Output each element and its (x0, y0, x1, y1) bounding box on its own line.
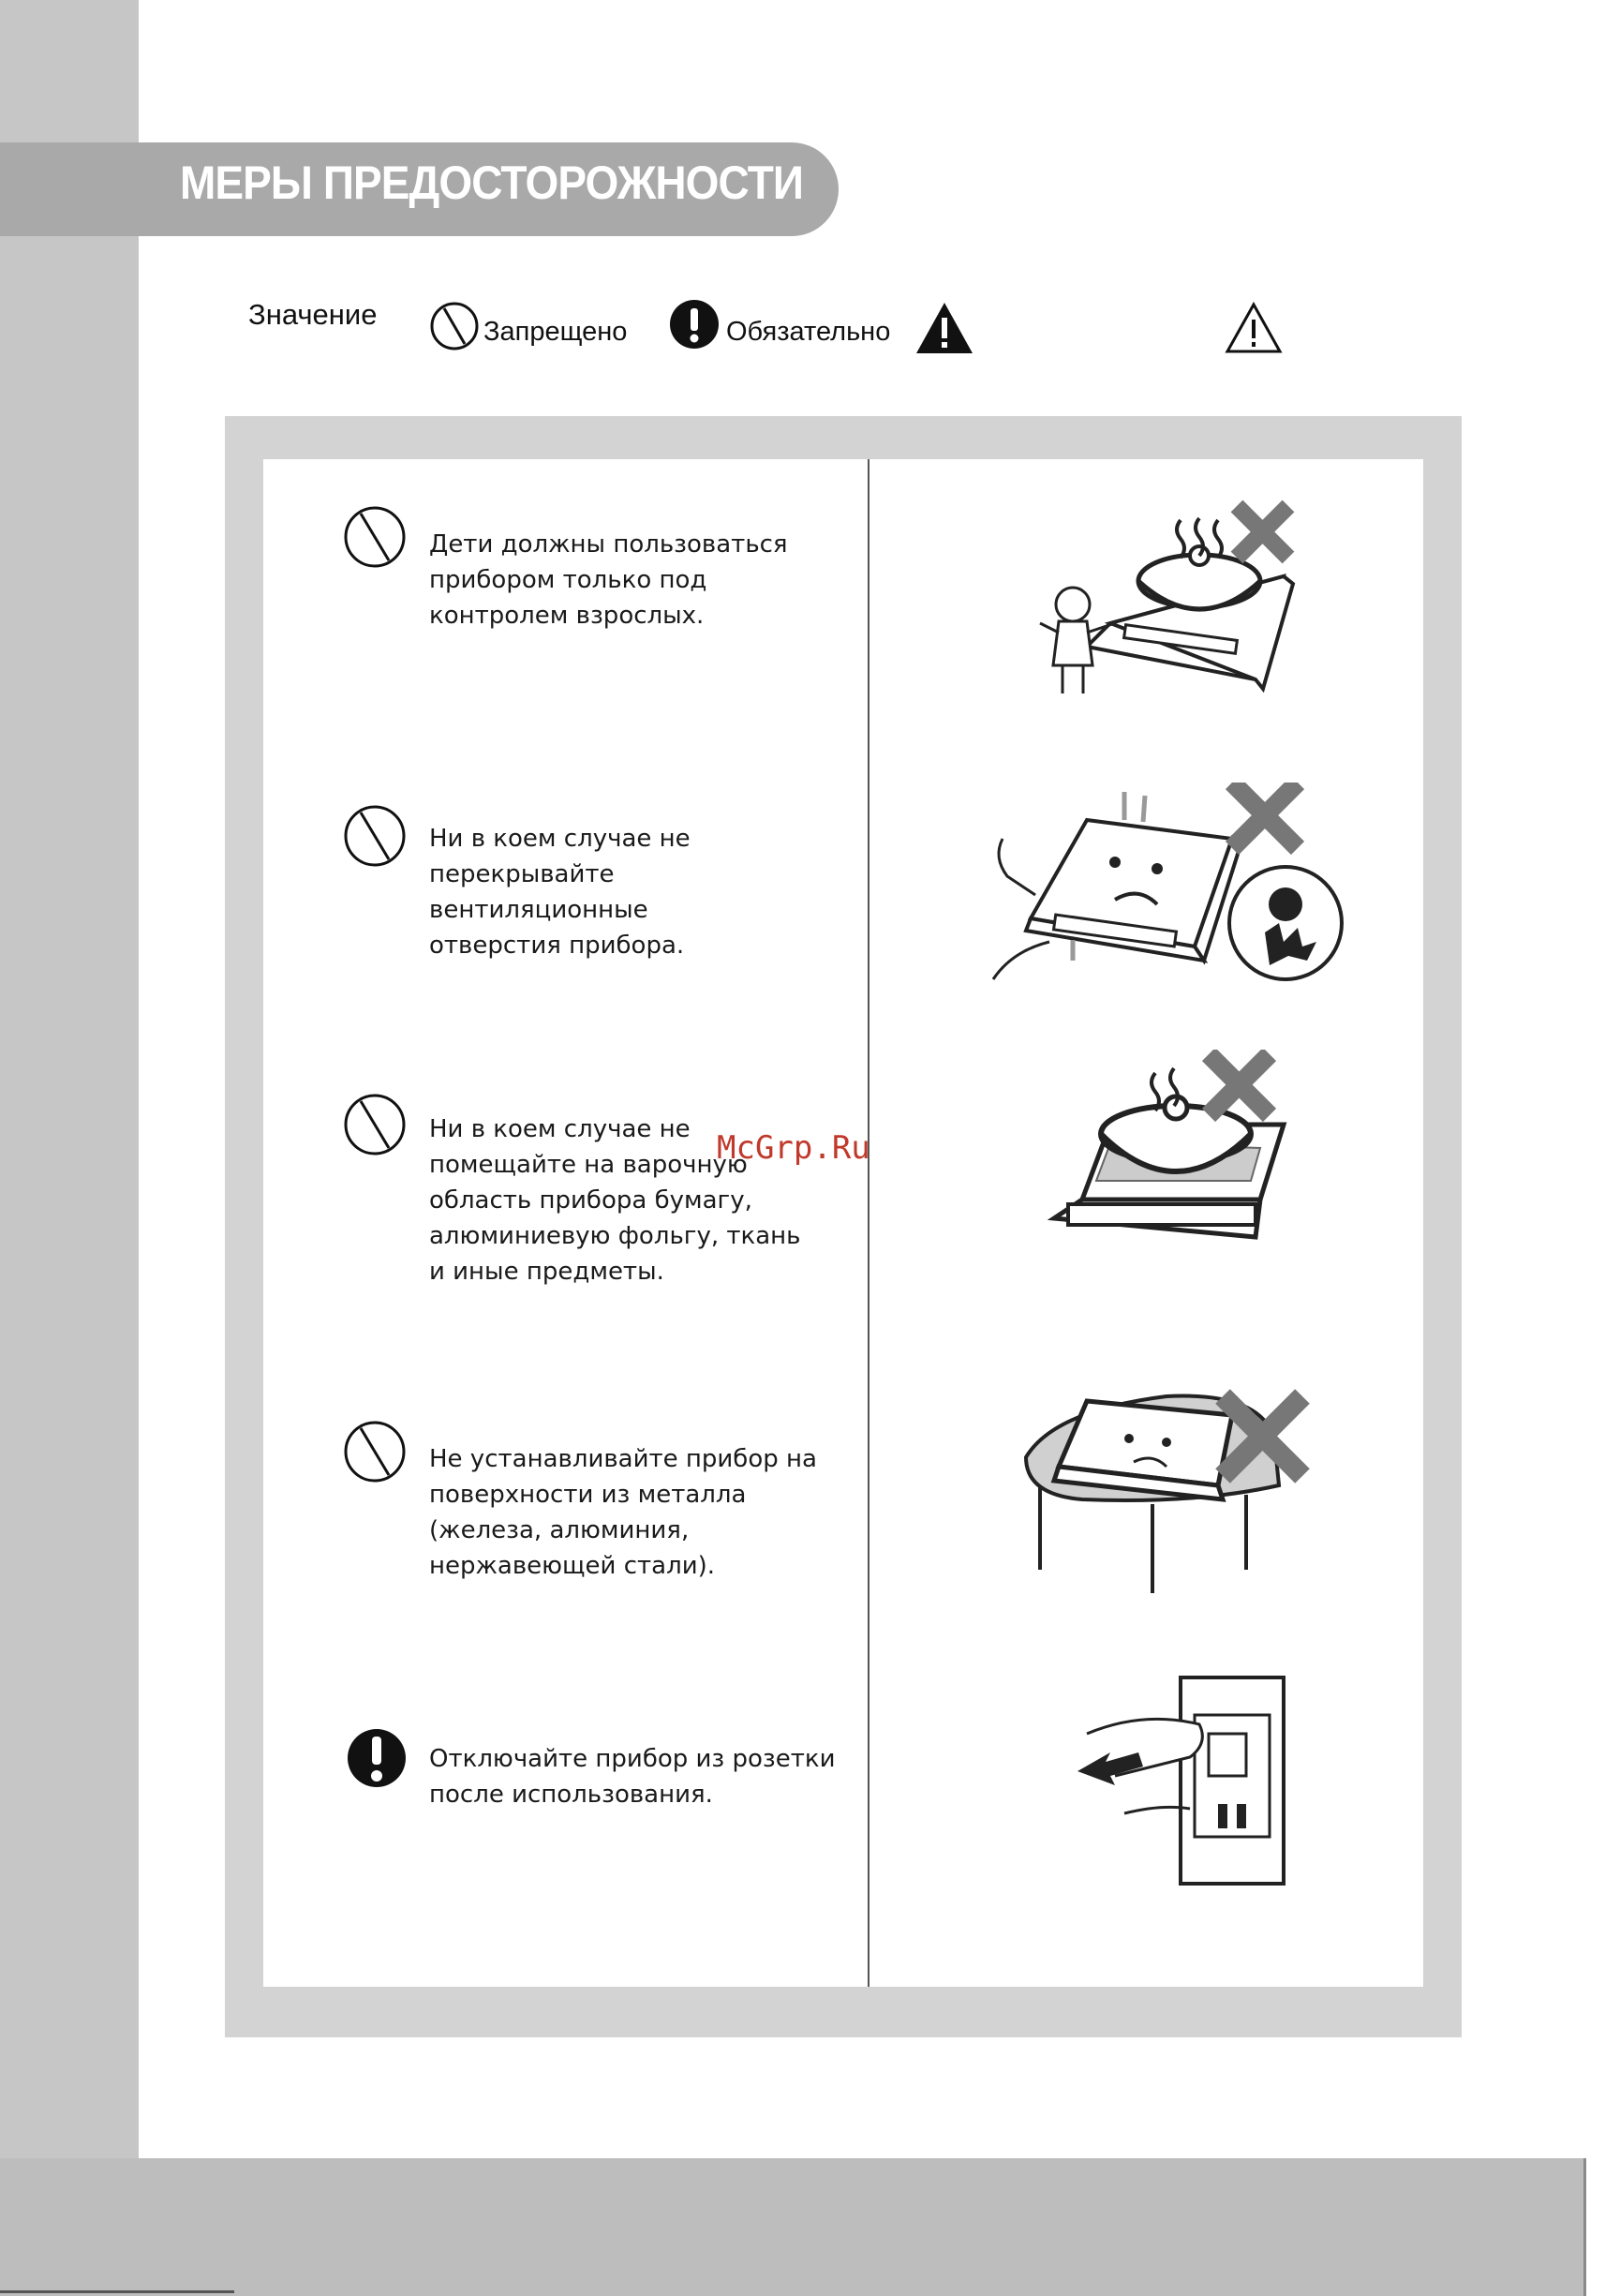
column-divider (868, 459, 869, 1987)
rule-text-4: Не устанавливайте прибор на поверхности из металла (железа, алюминия, нержавеющей стали). (429, 1445, 817, 1580)
prohibited-icon (342, 803, 408, 869)
right-edge-line (1583, 2158, 1586, 2296)
rule-text-2: Ни в коем случае не перекрывайте вентиляционные отверстия прибора. (429, 825, 691, 960)
exclamation-icon (669, 299, 720, 350)
exclamation-icon (344, 1725, 409, 1791)
bottom-band (0, 2158, 1583, 2296)
page-title: МЕРЫ ПРЕДОСТОРОЖНОСТИ (180, 157, 804, 209)
blocked-vents-illustration (974, 783, 1368, 998)
metal-table-illustration (1007, 1382, 1335, 1607)
pan-on-foil-illustration (1045, 1050, 1307, 1275)
warning-triangle-icon (914, 301, 974, 355)
legend (0, 298, 1605, 364)
legend-mandatory-label: Обязательно (726, 317, 891, 347)
prohibited-icon (342, 1092, 408, 1157)
rule-text-5: Отключайте прибор из розетки после использования. (429, 1745, 836, 1809)
prohibited-icon (342, 504, 408, 570)
legend-prohibited-label: Запрещено (483, 317, 628, 347)
prohibited-icon (429, 301, 480, 351)
child-cooktop-illustration (1021, 492, 1321, 717)
warning-triangle-outline-icon (1224, 301, 1284, 355)
rule-text-3: Ни в коем случае не помещайте на варочную область прибора бумагу, алюминиевую фольгу, ткань и иные предметы. (429, 1115, 801, 1286)
legend-title: Значение (248, 298, 378, 331)
unplug-socket-illustration (1068, 1673, 1312, 1888)
prohibited-icon (342, 1419, 408, 1484)
bottom-line (0, 2290, 234, 2293)
watermark: McGrp.Ru (717, 1129, 870, 1167)
rule-text-1: Дети должны пользоваться прибором только под контролем взрослых. (429, 530, 788, 630)
